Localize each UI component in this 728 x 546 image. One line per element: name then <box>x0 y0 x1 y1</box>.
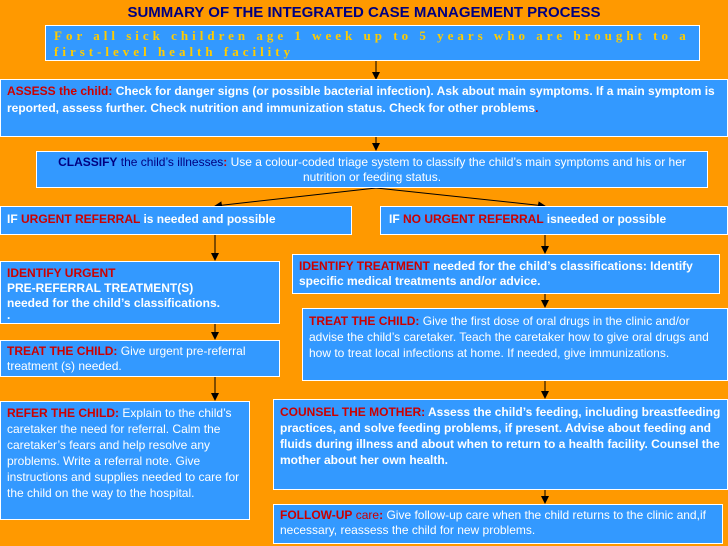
urgent-referral-box <box>0 206 352 235</box>
followup-mid: care <box>352 508 380 522</box>
counsel-label: COUNSEL THE MOTHER <box>280 405 422 419</box>
arrow-classify-urgent <box>215 188 376 206</box>
subtitle-box: For all sick children age 1 week up to 5 years who are brought to a first-level health facility <box>45 25 700 61</box>
urgent-label: URGENT REFERRAL <box>21 212 141 226</box>
counsel-text: Assess the child’s feeding, including breastfeeding practices, and solve feeding problems, if present. Advise about feeding and fluids during illness and about when to return to a health facility. Counsel the mother about her own health. <box>280 405 721 467</box>
identify-treatment-label: IDENTIFY TREATMENT <box>299 259 430 273</box>
identify-urgent-label: IDENTIFY URGENT <box>7 266 116 280</box>
refer-child-box <box>0 401 250 520</box>
counsel-mother-box <box>273 399 728 490</box>
treat-urgent-text: Give urgent pre-referral treatment (s) needed. <box>7 344 246 373</box>
treat-child-box <box>302 308 728 381</box>
treat-urgent-label: TREAT THE CHILD: <box>7 344 118 358</box>
nourgent-text: isneeded or possible <box>543 212 667 226</box>
classify-mid: the child’s illnesses <box>117 155 224 169</box>
classify-label: CLASSIFY <box>58 155 118 169</box>
urgent-text: is needed and possible <box>140 212 276 226</box>
nourgent-prefix: IF <box>389 212 403 226</box>
followup-text: Give follow-up care when the child returns to the clinic and,if necessary, reassess the child for new problems. <box>280 508 706 537</box>
identify-urgent-line3: needed for the child’s classifications. <box>7 296 220 310</box>
assess-end: . <box>535 101 539 115</box>
assess-box <box>0 79 728 137</box>
classify-sep: : <box>223 155 228 169</box>
assess-text: Check for danger signs (or possible bacterial infection). Ask about main symptoms. If a main symptom is reported, assess further. Check nutrition and immunization status. Check for other problems <box>7 84 715 115</box>
followup-label: FOLLOW-UP <box>280 508 353 522</box>
no-urgent-referral-box <box>380 206 728 235</box>
refer-text: Explain to the child’s caretaker the need for referral. Calm the caretaker’s fears and help resolve any problems. Write a referral note. Give instructions and supplies needed to care for the child on the way to the hospital. <box>7 406 240 500</box>
identify-treatment-box <box>292 254 720 294</box>
arrow-classify-nourgent <box>376 188 545 206</box>
counsel-sep: : <box>421 405 426 419</box>
followup-sep: : <box>379 508 384 522</box>
assess-label: ASSESS the child: <box>7 84 113 98</box>
classify-text: Use a colour-coded triage system to classify the child’s main symptoms and his or her nutrition or feeding status. <box>227 155 686 184</box>
treat-urgent-box <box>0 340 280 377</box>
treat-child-label: TREAT THE CHILD: <box>309 314 420 328</box>
identify-urgent-box <box>0 261 280 324</box>
classify-box <box>36 151 708 188</box>
diagram-title: SUMMARY OF THE INTEGRATED CASE MANAGEMENT PROCESS <box>127 4 601 21</box>
refer-label: REFER THE CHILD: <box>7 406 119 420</box>
treat-child-text: Give the first dose of oral drugs in the clinic and/or advise the child’s caretaker. Teach the caretaker how to give oral drugs and how to treat local infections at home. If needed, give immunizations. <box>309 314 709 360</box>
identify-treatment-text: needed for the child’s classifications: Identify specific medical treatments and/or advice. <box>299 259 693 288</box>
nourgent-label: NO URGENT REFERRAL <box>403 212 544 226</box>
urgent-prefix: IF <box>7 212 21 226</box>
identify-urgent-dot: . <box>7 308 11 322</box>
identify-urgent-line2: PRE-REFERRAL TREATMENT(S) <box>7 281 194 295</box>
follow-up-box <box>273 504 723 544</box>
